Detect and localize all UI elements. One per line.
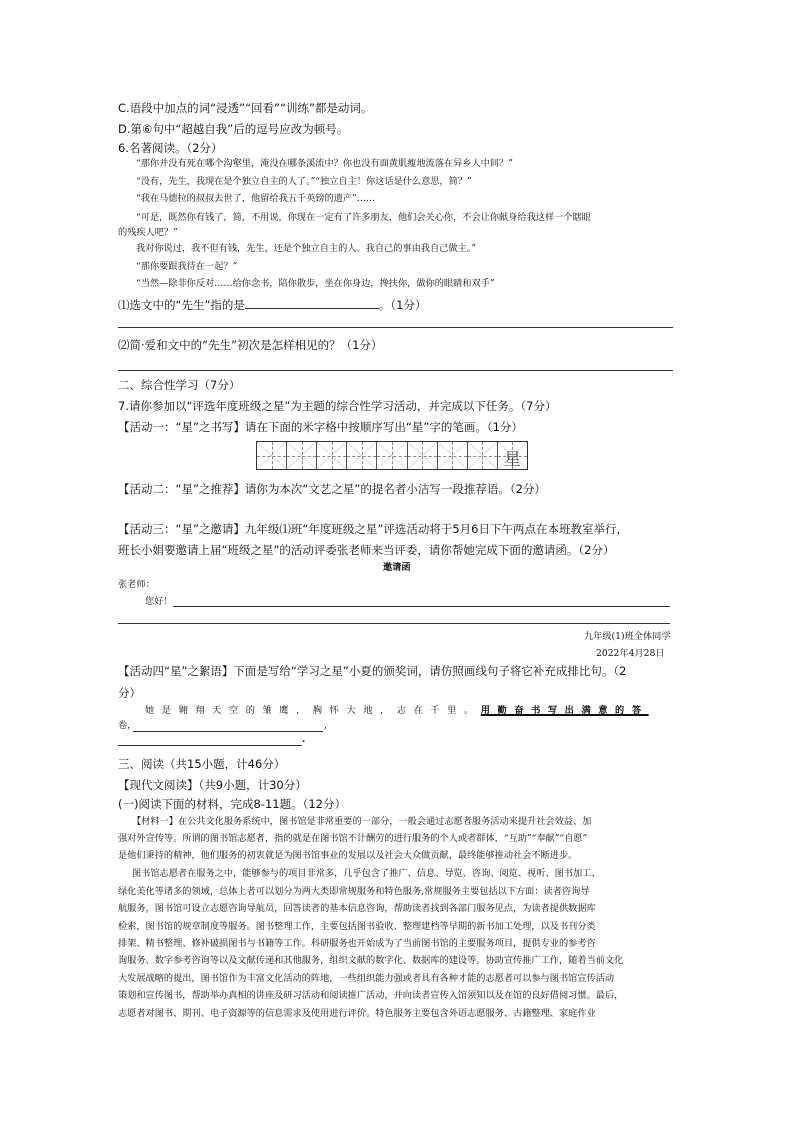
passage-line: “可是，既然你有钱了，简，不用说，你现在一定有了许多朋友，他们会关心你，不会让你献身给我这样一个瞎眼 bbox=[136, 212, 591, 223]
award-sentence: 她是翱翔天空的雏鹰，胸怀大地，志在千里。 bbox=[145, 705, 481, 716]
modern-reading-heading: 【现代文阅读】（共9小题，计30分） bbox=[118, 778, 307, 792]
passage-line: 我对你说过，我不但有钱，先生，还是个独立自主的人。我自己的事由我自己做主。” bbox=[136, 243, 477, 254]
passage-line: “我在马德拉的叔叔去世了，他留给我五千英镑的遗产”…… bbox=[136, 193, 376, 204]
passage-line: “那你并没有死在哪个沟壑里，淹没在哪条溪流中？你也没有面黄肌瘦地流落在异乡人中间？” bbox=[136, 158, 513, 169]
sub-question-1-prefix: ⑴选文中的“先生”指的是 bbox=[118, 298, 245, 312]
material-line: 强对外宣传等。所谓的图书馆志愿者，指的就是在图书馆不计酬劳的进行服务的个人或者群体，“互助”“奉献”“自愿” bbox=[118, 833, 588, 844]
option-d: D.第⑥句中“超越自我”后的逗号应改为顿号。 bbox=[118, 122, 349, 136]
grid-cell[interactable] bbox=[498, 442, 527, 469]
activity-3-line-2: 班长小娟要邀请上届“班级之星”的活动评委张老师来当评委，请你帮她完成下面的邀请函。（2分） bbox=[118, 543, 615, 557]
question-7: 7.请你参加以“评选年度班级之星”为主题的综合性学习活动，并完成以下任务。（7分） bbox=[118, 399, 557, 413]
answer-line[interactable] bbox=[118, 745, 302, 746]
part-1-heading: (一)阅读下面的材料，完成8-11题。（12分） bbox=[118, 797, 346, 811]
material-line: 大发展战略的提出，图书馆作为丰富文化活动的阵地，一些组织能力强或者具有各种才能的志愿者可以参与图书馆宣传活动 bbox=[118, 973, 615, 984]
grid-cell[interactable] bbox=[377, 442, 407, 469]
material-line: 图书馆志愿者在服务之中，能够参与的项目非常多，几乎包含了推广、信息、导览、咨询、阅览、视听、图书加工、 bbox=[132, 868, 601, 879]
sub-question-1-suffix: 。（1分） bbox=[378, 298, 427, 312]
activity-4-line-2: 分） bbox=[118, 686, 141, 700]
question-6-heading: 6.名著阅读。（2分） bbox=[118, 141, 223, 155]
sub-question-2: ⑵简·爱和文中的“先生”初次是怎样相见的？（1分） bbox=[118, 338, 383, 352]
letter-title: 邀请函 bbox=[383, 562, 411, 573]
option-c: C.语段中加点的词“浸透”“回看”“训练”都是动词。 bbox=[118, 101, 373, 115]
grid-cell[interactable] bbox=[438, 442, 468, 469]
award-continuation-text: 卷， bbox=[118, 720, 137, 731]
material-line: 航服务，图书馆可设立志愿咨询导航员，回答读者的基本信息咨询，帮助读者找到各部门服务见点，为读者提供数据库 bbox=[118, 903, 596, 914]
material-line: 志愿者对图书、期刊、电子资源等的信息需求及使用进行评价。特色服务主要包含外语志愿服务、古籍整理、家庭作业 bbox=[118, 1008, 596, 1019]
passage-line: “那你要跟我待在一起？” bbox=[136, 261, 238, 272]
answer-line[interactable] bbox=[173, 606, 670, 607]
answer-blank[interactable] bbox=[245, 297, 379, 309]
material-line: 排架、精书整理、修补破损图书与书籍等工作。科研服务也开始成为了当前图书馆的主要服务项目，提供专业的参考咨 bbox=[118, 938, 596, 949]
activity-3-line-1: 【活动三：“星”之邀请】九年级⑴班“年度班级之星”评选活动将于5月6日下午两点在本班教室举行， bbox=[118, 522, 628, 536]
answer-line[interactable] bbox=[118, 327, 673, 328]
material-line: 绿化美化等诸多的领域，总体上者可以划分为两大类即常规服务和特色服务,常规服务主要包括以下方面：读者咨询导 bbox=[118, 886, 590, 897]
grid-cell[interactable] bbox=[317, 442, 347, 469]
passage-line: 的残疾人吧？” bbox=[118, 227, 178, 238]
material-line: 策划和宣传图书，帮助举办真相的讲座及研习活动和阅读推广活动，并向读者宣传入馆须知以及在馆的良好借阅习惯。最后， bbox=[118, 990, 624, 1001]
grid-cell[interactable] bbox=[408, 442, 438, 469]
award-underlined-sentence: 用勤奋书写出满意的答 bbox=[480, 705, 649, 716]
activity-4-line-1: 【活动四“星”之絮语】下面是写给“学习之星”小夏的颁奖词，请仿照画线句子将它补充成排比句。（2 bbox=[118, 664, 627, 678]
grid-cell[interactable] bbox=[287, 442, 317, 469]
letter-greeting: 张老师： bbox=[118, 579, 155, 590]
section-2-heading: 二、综合性学习（7分） bbox=[118, 378, 241, 392]
passage-line: “当然—除非你反对……给你念书，陪你散步，坐在你身边，搀扶你，做你的眼睛和双手” bbox=[136, 278, 495, 289]
section-3-heading: 三、阅读（共15小题，计46分） bbox=[118, 757, 286, 771]
answer-line[interactable] bbox=[118, 370, 673, 371]
letter-hello: 您好！ bbox=[145, 596, 173, 607]
sub-question-1 bbox=[118, 297, 427, 312]
grid-cell[interactable] bbox=[347, 442, 377, 469]
grid-cell[interactable] bbox=[257, 442, 287, 469]
period-mark: . bbox=[302, 734, 306, 745]
comma-mark: , bbox=[324, 720, 327, 731]
letter-signature: 九年级(1)班全体同学 bbox=[584, 631, 671, 642]
material-line: 检索，图书馆的规章制度等服务。图书整理工作，主要包括图书验收、整理建档等早期的新书加工处理，以及书刊分类 bbox=[118, 921, 596, 932]
grid-cell[interactable] bbox=[468, 442, 498, 469]
mi-grid[interactable] bbox=[256, 441, 528, 470]
sample-character: 星 bbox=[503, 450, 521, 469]
material-line: 【材料一】在公共文化服务系统中，图书馆是非常重要的一部分，一般会通过志愿者服务活动来提升社会效益、加 bbox=[132, 816, 592, 827]
passage-line: “没有，先生，我现在是个独立自主的人了。”“独立自主！你这话是什么意思，简？” bbox=[136, 176, 472, 187]
answer-line[interactable] bbox=[133, 731, 323, 732]
activity-2: 【活动二：“星”之推荐】请你为本次“文艺之星”的提名者小洁写一段推荐语。（2分） bbox=[118, 482, 546, 496]
letter-date: 2022年4月28日 bbox=[596, 648, 665, 659]
material-line: 是他们秉持的精神，他们服务的初衷就是为图书馆事业的发展以及社会大众做贡献，最终能够推动社会不断进步。 bbox=[118, 850, 578, 861]
answer-line[interactable] bbox=[118, 623, 670, 624]
award-text bbox=[145, 705, 649, 717]
activity-1: 【活动一：“星”之书写】请在下面的米字格中按顺序写出“星”字的笔画。（1分） bbox=[118, 420, 523, 434]
material-line: 询服务、数字参考咨询等以及文献传递和其他服务，组织文献的数字化、数据库的建设等。协助宣传推广工作，随着当前文化 bbox=[118, 955, 624, 966]
